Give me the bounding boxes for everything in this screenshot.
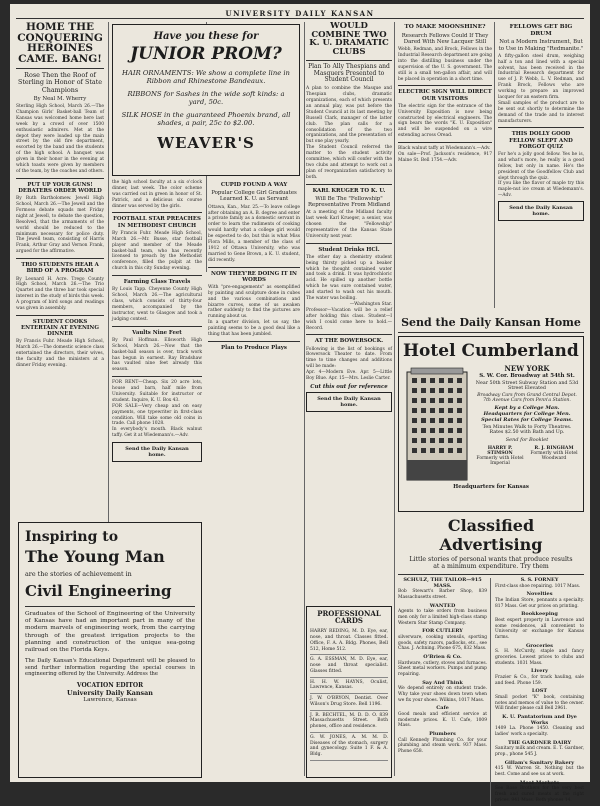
manager-note: Formerly with Hotel Imperial bbox=[476, 456, 524, 466]
section-title: PROFESSIONAL CARDS bbox=[317, 609, 381, 626]
classified-heading: Livery bbox=[530, 668, 549, 675]
classified-heading: WANTED bbox=[429, 602, 456, 609]
article-column-3 bbox=[208, 180, 300, 770]
ad-note: On sale—Prof. Jackson's residence, 917 Maine St. Bell 1754.—Adv. bbox=[398, 152, 492, 163]
subhead: Research Fellows Could If They Dared With New Lacquer Still bbox=[401, 32, 489, 45]
classified-entry bbox=[495, 761, 584, 778]
subhead: Farming Class Travels bbox=[123, 279, 191, 286]
subhead: Vaults Nine Feet bbox=[132, 329, 182, 336]
classified-text: S. H. McCurdy, staple and fancy groceries. Lowest prices to clubs and students. 1031 Mass. bbox=[495, 649, 584, 666]
hotel-address: S. W. Cor. Broadway at 54th St. bbox=[479, 373, 575, 379]
subhead: FOOTBALL STAR PREACHES IN METHODIST CHURCH bbox=[113, 216, 201, 229]
subhead: AT THE BOWERSOCK. bbox=[314, 338, 384, 345]
article-body: A fifty-gallon steel drum, weighing half a ton and lined with a special solvent, has been received in the Industrial Research department for use of J. P. Webb, L. V. Redman, and Frank Brock, Fellows who are working to prepare an improved lacquer for an eastern firm. bbox=[498, 53, 584, 100]
professional-card: HARRY REDING, M. D. Eye, ear, nose, and throat. Classes fitted. Office, F. A. A. Bldg. Phones, Bell 512, Home 512. bbox=[310, 627, 388, 655]
subhead: Will Be The "Fellowship" Representative From Midland bbox=[307, 195, 391, 208]
manager-name: R. J. BINGHAM bbox=[534, 446, 574, 451]
professional-card: H. H. W. HAYNS, Oculist, Lawrence, Kansas. bbox=[310, 678, 388, 695]
classified-heading: Say And Think bbox=[422, 679, 463, 686]
professional-card: G. A. ESSMAN, M. D. Eye, ear, nose and throat specialist. Glasses fitted. bbox=[310, 655, 388, 677]
bookings-list: Apr. 4—Modern Eve. Apr. 5—Little Boy Blue. Apr. 15—Mrs. Leslie Carter. bbox=[306, 370, 392, 382]
article-body: A plan to combine the Masque and Thespian clubs, dramatic organizations, each of which presents an annual play, was put before the Student Council at its last meeting by Russell Clark, manager of the latter club. The plan calls for a consolidation of the two organizations, and the presentation of but one play yearly. bbox=[306, 86, 392, 145]
attribution: —Washington Star. bbox=[349, 301, 392, 307]
hotel-footer: Headquarters for Kansas bbox=[453, 484, 529, 490]
column-rule bbox=[394, 22, 395, 776]
classified-text: silverware, cooking utensils, sporting goods, safety razors, padlocks, etc., see Chas. J. Achning. Phone 675, 832 Mass. bbox=[398, 635, 487, 652]
headline: THIS DOLLY GOOD FELLOW SLEPT AND FORGOT QUIZ bbox=[509, 131, 573, 150]
ad-subtitle: are the stories of achievement in bbox=[25, 570, 132, 578]
classified-text: Best expert property in Lawrence and some residences, all convenient to University or exchange for Kansas farms. bbox=[495, 618, 584, 640]
hotel-name: Hotel Cumberland bbox=[403, 341, 579, 361]
send-home-box: Send the Daily Kansan home. bbox=[112, 442, 202, 462]
cut-out-note: Cut this out for reference bbox=[310, 383, 388, 390]
hotel-building-illustration bbox=[403, 364, 471, 482]
classified-text: Good meals and efficient service at moderate prices. K. U. Cafe, 1009 Mass. bbox=[398, 711, 487, 729]
ad-title: Civil Engineering bbox=[25, 582, 172, 600]
classified-note: FOR RENT—Cheap. Six 20 acre lots, house and barn, half mile from University. Suitable for instructor or student. Inquire, K. U. Box 43. bbox=[112, 380, 202, 403]
classified-heading: LOST bbox=[531, 688, 548, 695]
masthead: UNIVERSITY DAILY KANSAN bbox=[225, 9, 375, 18]
article-body: By Francis Fuhr. Meade High School, March 26.—The domestic science class entertained the directors, their wives, the faculty and the ministers at a dinner Friday evening. bbox=[16, 339, 104, 369]
manager-name: HARRY P. STIMSON bbox=[487, 446, 513, 456]
classified-note: FOR SALE—Very cheap and on easy payments, one typewriter in first-class condition. Will take some old coins in trade. Call phone 1028. bbox=[112, 403, 202, 427]
hotel-note: Kept by a College Man. Headquarters for College Men. Special Rates for College Teams. bbox=[481, 405, 573, 423]
professional-cards bbox=[306, 606, 392, 778]
classified-right bbox=[495, 578, 584, 806]
classified-heading: Gillam's Sanitary Bakery bbox=[504, 759, 575, 766]
classified-heading: Cafe bbox=[436, 705, 449, 712]
classified-entry bbox=[398, 629, 487, 652]
ad-body: The Daily Kansan's Educational Department will be pleased to send further information regarding the special courses in engineering offered by the University. Address the bbox=[25, 658, 195, 678]
column-rule bbox=[304, 22, 305, 776]
classified-entry bbox=[398, 578, 487, 601]
classified-heading: O'Brien & Co. bbox=[423, 653, 462, 660]
classified-text: Agents to take orders from business men only for a limited high-class stamp Western Star Stamp Company. bbox=[398, 609, 487, 626]
ad-note: In everybody's mouth. Black walnut taffy. Get it at Wiedemann's.—Adv. bbox=[112, 427, 202, 439]
classified-entry bbox=[495, 669, 584, 686]
classified-heading: Bookkeeping bbox=[521, 611, 558, 618]
classified-heading: Meat Markets bbox=[519, 779, 560, 786]
send-home-box: Send the Daily Kansan home. bbox=[306, 392, 392, 412]
classified-entry bbox=[398, 655, 487, 678]
section-intro: Little stories of personal wants that produce results at a minimum expenditure. Try them bbox=[409, 556, 573, 571]
classified-text: Sanitary milk and cream. E. T. Gardner, prop., phone 545 J. bbox=[495, 746, 584, 757]
article-body: By Francis Fuhr. Meade High School, March 26.—Mr. Busse, star football player and member of the Meade basket-ball team, who has recently licensed to preach by the Methodist conference, filled the pulpit at the church in this city Sunday evening. bbox=[112, 230, 202, 272]
article-body: With "pre-engagements" as exemplified by painting and sculpture done in cubes and the various combinations and bizarre curves, some of us awaken rather suddenly to find the pictures are running about us. bbox=[208, 284, 300, 320]
classified-text: Call Kennedy Plumbing Co. for your plumbing and steam work. 937 Mass. Phone 658. bbox=[398, 737, 487, 754]
subhead: PUT UP YOUR GUNS! DEBATERS ORDER WORLD bbox=[18, 181, 102, 194]
send-home-banner: Send the Daily Kansan Home bbox=[401, 316, 581, 329]
hotel-note: Ten Minutes Walk to Forty Theatres. Rates $2.50 with Bath and Up. bbox=[482, 425, 572, 435]
article-body: By Louis Tapp. Cheyenne County High School, March 26.—The agricultural class, which consists of thirty-four members, accompanied by the instructor, went to Glasgow and took a judging contest. bbox=[112, 287, 202, 322]
classified-entry bbox=[495, 715, 584, 738]
hotel-note: Near 50th Street Subway Station and 53d Street Elevated bbox=[475, 381, 579, 391]
article-body: The Student Council referred the matter to the student activity committee, which will confer with the two clubs and attempt to work out a plan of reorganization satisfactory to both. bbox=[306, 145, 392, 180]
subhead: TRIO STUDENTS HEAR A BIRD OF A PROGRAM bbox=[21, 262, 99, 275]
newspaper-page bbox=[10, 4, 590, 803]
classified-text: See Rose Brothers for the very best fresh and cured meats at the right prices. 941 Mass. Both phones 14. bbox=[495, 786, 584, 803]
ad-line: RIBBONS for Sashes in the wide soft kinds: a yard, 50c. bbox=[127, 89, 285, 107]
classified-entry bbox=[398, 604, 487, 627]
article-body: Following is the list of bookings of Bowersock Theater to date. From time to time changes and additions will be made: bbox=[306, 346, 392, 370]
professional-card: G. W. JONES, A. M. M. D. Diseases of the stomach, surgery and gynecology. Suite 1 F. & A. Bldg. bbox=[310, 733, 388, 761]
office-location: Lawrence, Kansas bbox=[83, 696, 137, 703]
classified-entry bbox=[495, 612, 584, 640]
article-body: By Paul Hoffman. Ellsworth High School, March 26.—Now that the basket-ball season is over, track work has begun in earnest. Ray Bradshaw has vaulted nine feet already this season. bbox=[112, 337, 202, 373]
classified-entry bbox=[495, 781, 584, 804]
ad-note: If you like the flavor of maple try this maple-nut ice cream at Wiedemann's.—Adv. bbox=[498, 181, 584, 199]
classified-heading: Novelties bbox=[526, 591, 553, 598]
article-body: In a quarter division, let us say, the painting seems to be a good deal like a thing that has been jumbled. bbox=[208, 320, 300, 338]
professional-card: J. R. BECHTEL, M. D. D. O. 839 Massachusetts Street. Both phones, office and residence. bbox=[310, 711, 388, 733]
cards-list bbox=[310, 627, 388, 761]
subhead: NOW THEY'RE DOING IT IN WORDS bbox=[211, 270, 297, 283]
ad-title: The Young Man bbox=[25, 547, 165, 566]
classified-left bbox=[398, 578, 491, 806]
classified-entry bbox=[398, 681, 487, 704]
ad-line: SILK HOSE in the guaranteed Phoenix brand, all shades, a pair, 25c to $2.00. bbox=[121, 110, 291, 128]
article-body: The electric sign for the entrance of the University Exposition is now being constructed by electrical engineers. The sign bears the words "K. U. Exposition" and will be suspended on a wire extending across Oread. bbox=[398, 103, 492, 139]
office-title: VOCATION EDITOR bbox=[76, 681, 144, 689]
classified-section bbox=[398, 516, 584, 803]
article-body: For he's a jolly good fellow. Yes he is, and what's more, he really is a good fellow, but only in name. He's the president of the Goodfellow Club and slept through the quiz. bbox=[498, 152, 584, 181]
subhead: STUDENT COOKS ENTERTAIN AT EVENING DINNER bbox=[21, 318, 99, 338]
article-body: Small samples of the product are to be sent out shortly to determine the demand of the trade and to interest manufacturers. bbox=[498, 100, 584, 124]
classified-text: We depend entirely on student trade. Why take your shoes down town when we fix your shoes. Wilkins, 1017 Mass. bbox=[398, 686, 487, 703]
classified-heading: SCHULZ, THE TAILOR—915 MASS. bbox=[403, 576, 482, 589]
classified-entry bbox=[495, 644, 584, 667]
article-big-drum bbox=[498, 22, 584, 312]
office-name: University Daily Kansan bbox=[67, 688, 153, 697]
hotel-note: Broadway Cars from Grand Central Depot. 7th Avenue Cars from Penn'a Station. bbox=[477, 393, 577, 403]
classified-entry bbox=[495, 689, 584, 712]
classified-text: Frazier & Co., for track hauling, sale and feed. Phone 159. bbox=[495, 674, 584, 686]
hotel-note: Send for Booklet bbox=[505, 437, 549, 443]
classified-heading: FOR CUTLERY bbox=[422, 628, 463, 635]
subhead: Rose Then the Roof of Sterling in Honor of State Champions bbox=[17, 70, 103, 94]
store-name: WEAVER'S bbox=[157, 133, 255, 152]
column-rule bbox=[494, 22, 495, 308]
classified-heading: Plumbers bbox=[429, 730, 456, 737]
article-body: By Leonard H. Acre. Trego County High School, March 26.—The Trio Quartet and the three bar took special interest in the study of birds this week. A program of bird songs and readings was given in assembly. bbox=[16, 276, 104, 311]
ad-tagline: Have you these for bbox=[153, 31, 259, 42]
section-title: Classified Advertising bbox=[439, 516, 543, 554]
classified-text: Small pocket "K" book, containing notes and memos of value to the owner. Will finder please call Bell 2961. bbox=[495, 694, 584, 712]
manager-note: Formerly with Hotel Woodward bbox=[530, 451, 578, 461]
subhead: Student Drinks HCl. bbox=[318, 246, 380, 253]
subhead: KARL KRUGER TO K. U. bbox=[312, 187, 386, 194]
junior-prom-ad bbox=[112, 24, 300, 176]
subhead: Plan to Produce Plays bbox=[221, 344, 287, 351]
classified-heading: S. S. FORNEY bbox=[520, 576, 559, 583]
article-body: The other day a chemistry student being thirsty picked up a beaker which he thought contained water and took a drink. It was hydrochloric acid. He spilled up another bottle which he was sure contained water, and started to wash out his mouth. The water was boiling. bbox=[306, 254, 392, 302]
classified-entry bbox=[495, 741, 584, 758]
ad-title: JUNIOR PROM? bbox=[130, 44, 282, 64]
masthead-rule bbox=[16, 18, 584, 19]
subhead: Not a Modern Instrument, But to Use in Making "Redmanite." bbox=[498, 39, 584, 52]
subhead: CUPID FOUND A WAY bbox=[220, 182, 288, 188]
hotel-cumberland-ad bbox=[398, 336, 584, 512]
article-body: At a meeting of the Midland faculty last week Karl Krueger, a senior, was chosen the "Fellowship" representative of the Kansas State University next year. bbox=[306, 210, 392, 239]
classified-entry bbox=[398, 706, 487, 729]
headline: WOULD COMBINE TWO K. U. DRAMATIC CLUBS bbox=[309, 21, 389, 57]
article-heroines bbox=[16, 22, 104, 522]
classified-heading: THE GARDNER DAIRY bbox=[507, 739, 572, 746]
headline: HOME THE CONQUERING HEROINES CAME. BANG! bbox=[17, 21, 103, 66]
professional-card: J. W. O'BRYON, Dentist. Over Wilson's Drug Store. Bell 1196. bbox=[310, 694, 388, 711]
classified-text: Bob Stewart's Barber Shop, 839 Massachusetts street. bbox=[398, 589, 487, 600]
article-column-2 bbox=[112, 180, 202, 515]
classified-heading: Groceries bbox=[526, 642, 553, 649]
classified-text: Hardware, cutlery, stoves and furnaces. Sheet metal workers. Pumps and pump repairing. bbox=[398, 660, 487, 677]
classified-text: 415 W. Warren St. Nothing but the best. Come and see us at work. bbox=[495, 766, 584, 777]
classified-text: The Indian Store, pennants a specialty. 817 Mass. Get our prices on printing. bbox=[495, 598, 584, 609]
headline: FELLOWS GET BIG DRUM bbox=[509, 24, 573, 37]
byline: By Neal M. Wherry bbox=[33, 95, 87, 102]
classified-entry bbox=[398, 732, 487, 755]
ad-line: HAIR ORNAMENTS: We show a complete line in Ribbon and Rhinestone Bandeaux. bbox=[122, 69, 290, 86]
ad-title: Inspiring to bbox=[25, 529, 119, 545]
headline: ELECTRIC SIGN WILL DIRECT OUR VISITORS bbox=[398, 89, 492, 102]
article-body: Ottawa, Kan., Mar. 25.—To leave college after obtaining an A. B. degree and enter a private family as a domestic servant in order to learn the rudiments of cooking would hardly what a college girl would be expected to do, but this is what Miss Flora Mills, a member of the class of 1912 of Ottawa University, who was married to Gene Brown, a K. U. student, did recently. bbox=[208, 204, 300, 263]
ad-note: Black walnut taffy at Wiedemann's.—Adv. bbox=[398, 146, 491, 152]
article-body: Sterling High School, March 26.—The Champion Girls' Basket-ball Team of Kansas was welcomed home here last week by a crowd of over 1500 enthusiastic admirers. Met at the depot they were loaded up the main street by the old fire department, escorted by the band and the students of the high school. A banquet was given in their honor in the evening at which toasts were given by members of the team, by the coaches and others. bbox=[16, 104, 104, 174]
article-body: Webb, Redman, and Brock, Fellows in the Industrial Research department are going into the distilling business under the supervision of the U. S. government. The still is a small ten-gallon affair, and will be placed in operation in a short time. bbox=[398, 47, 492, 82]
subhead: Plan To Ally Thespians and Masquers Presented to Student Council bbox=[308, 62, 390, 84]
send-home-box: Send the Daily Kansan home. bbox=[498, 201, 584, 221]
article-body: the high school faculty at a six o'clock dinner, last week. The color scheme was carried out in green in honor of St. Patrick, and a delicious six course dinner was served by the girls. bbox=[112, 180, 202, 209]
ad-body: Graduates of the School of Engineering of the University of Kansas have had an important part in many of the modern marvels of engineering work, from the carrying through of the greatest irrigation projects to the planning and construction of the unique sea-going railroad on the Florida Keys. bbox=[25, 611, 195, 654]
classified-text: First-class shoe repairing. 1017 Mass. bbox=[495, 583, 581, 589]
article-moonshine bbox=[398, 22, 492, 312]
article-body: Professor—Vacation will be a relief after holding this class. Student—I wish I could come here to hold.—Record. bbox=[306, 307, 392, 331]
classified-text: 1409 La. Phone 1450. Cleaning and ladies' work a specialty. bbox=[495, 726, 584, 737]
classified-entry bbox=[495, 592, 584, 609]
subhead: Popular College Girl Graduates Learned K. U. as Servant bbox=[211, 190, 297, 203]
hotel-city: NEW YORK bbox=[504, 364, 550, 373]
classified-entry bbox=[495, 578, 584, 589]
article-body: By Ruth Bartholomew. Jewell High School, March 26.—The Jewell and the Formoso debate squads met Friday night at Jewell, to debate the question, Resolved, that the armaments of the world should be reduced to the minimum necessary for police duty. The Jewell team, consisting of Harris Frank, Arthur Gray and Vernon Frank, argued for the affirmative. bbox=[16, 196, 104, 255]
classified-heading: K. U. Pantatorium and Dye Works bbox=[502, 713, 577, 726]
civil-engineering-ad bbox=[18, 522, 202, 778]
headline: TO MAKE MOONSHINE? bbox=[404, 24, 486, 30]
